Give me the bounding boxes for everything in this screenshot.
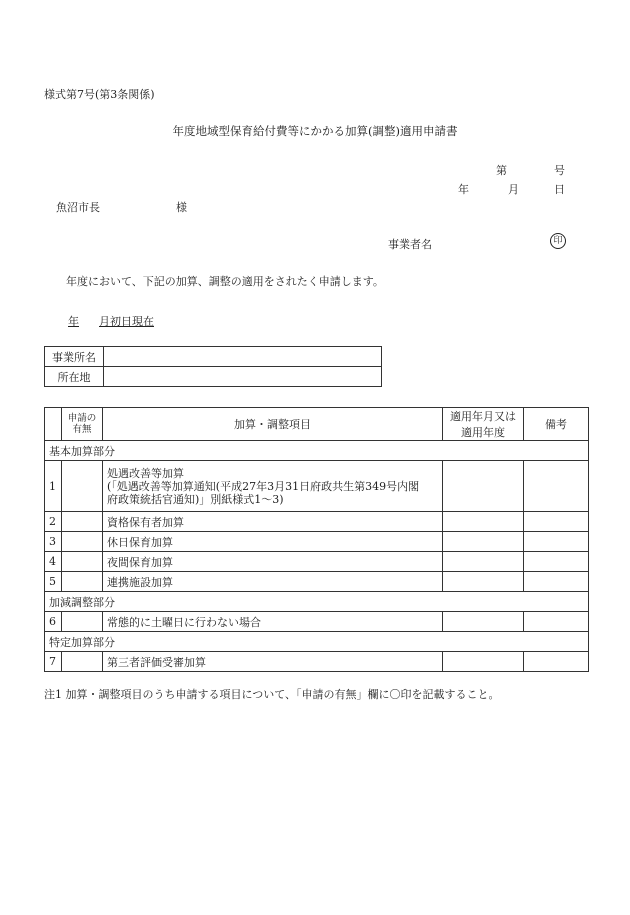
item-label: 夜間保育加算 (103, 552, 443, 572)
seal-mark: 印 (550, 233, 566, 249)
header-notes: 備考 (524, 408, 589, 441)
as-of-rest: 月初日現在 (99, 315, 154, 328)
item-cell (103, 461, 443, 512)
item-label: 資格保有者加算 (103, 512, 443, 532)
header-no (45, 408, 62, 441)
row-no: 7 (45, 652, 62, 672)
date-cell[interactable] (443, 532, 524, 552)
header-date: 適用年月又は適用年度 (443, 408, 524, 441)
form-number: 様式第7号(第3条関係) (44, 88, 155, 101)
notes-cell[interactable] (524, 552, 589, 572)
as-of-date (44, 313, 154, 329)
notes-cell[interactable] (524, 512, 589, 532)
item-label: 連携施設加算 (103, 572, 443, 592)
item-label: 第三者評価受審加算 (103, 652, 443, 672)
application-cell[interactable] (62, 532, 103, 552)
doc-number-go: 号 (554, 164, 565, 177)
as-of-year: 年 (68, 315, 79, 328)
doc-number-dai: 第 (496, 164, 507, 177)
notes-cell[interactable] (524, 572, 589, 592)
table-row (45, 652, 589, 672)
application-cell[interactable] (62, 572, 103, 592)
item-label: 常態的に土曜日に行わない場合 (103, 612, 443, 632)
item-sub-label: 府政策統括官通知)」別紙様式1〜3) (107, 492, 284, 506)
row-no: 5 (45, 572, 62, 592)
office-name-field[interactable] (104, 347, 382, 367)
items-table (44, 407, 589, 672)
section-specific: 特定加算部分 (45, 632, 589, 652)
row-no: 1 (45, 461, 62, 512)
section-row (45, 632, 589, 652)
addressee-honorific: 様 (176, 201, 187, 214)
date-cell[interactable] (443, 461, 524, 512)
section-row (45, 441, 589, 461)
notes-cell[interactable] (524, 612, 589, 632)
document-title: 年度地域型保育給付費等にかかる加算(調整)適用申請書 (172, 124, 458, 138)
addressee (56, 199, 187, 215)
notes-cell[interactable] (524, 652, 589, 672)
section-basic: 基本加算部分 (45, 441, 589, 461)
table-row (45, 347, 382, 367)
office-address-field[interactable] (104, 367, 382, 387)
office-address-label: 所在地 (45, 367, 104, 387)
application-cell[interactable] (62, 612, 103, 632)
office-info-table (44, 346, 382, 387)
table-row (45, 612, 589, 632)
notes-cell[interactable] (524, 461, 589, 512)
item-label: 処遇改善等加算 (107, 466, 184, 480)
table-row (45, 552, 589, 572)
date-cell[interactable] (443, 572, 524, 592)
notes-cell[interactable] (524, 532, 589, 552)
application-cell[interactable] (62, 652, 103, 672)
application-cell[interactable] (62, 552, 103, 572)
table-header-row (45, 408, 589, 441)
date-year: 年 (458, 183, 469, 196)
header-application: 申請の有無 (62, 408, 103, 441)
date-day: 日 (554, 183, 565, 196)
table-row (45, 572, 589, 592)
table-row (45, 367, 382, 387)
business-operator-label: 事業者名 (388, 238, 432, 251)
item-label: 休日保育加算 (103, 532, 443, 552)
date-month: 月 (508, 183, 519, 196)
section-adjust: 加減調整部分 (45, 592, 589, 612)
application-cell[interactable] (62, 512, 103, 532)
office-name-label: 事業所名 (45, 347, 104, 367)
table-row (45, 512, 589, 532)
date-cell[interactable] (443, 652, 524, 672)
table-row (45, 532, 589, 552)
date-cell[interactable] (443, 612, 524, 632)
table-row (45, 461, 589, 512)
addressee-name: 魚沼市長 (56, 201, 100, 214)
section-row (45, 592, 589, 612)
row-no: 3 (45, 532, 62, 552)
row-no: 2 (45, 512, 62, 532)
footnote: 注1 加算・調整項目のうち申請する項目について、「申請の有無」欄に〇印を記載すること。 (44, 688, 500, 701)
application-cell[interactable] (62, 461, 103, 512)
request-text: 年度において、下記の加算、調整の適用をされたく申請します。 (66, 275, 384, 288)
row-no: 6 (45, 612, 62, 632)
header-item: 加算・調整項目 (103, 408, 443, 441)
row-no: 4 (45, 552, 62, 572)
date-cell[interactable] (443, 512, 524, 532)
item-sub-label: (「処遇改善等加算通知(平成27年3月31日府政共生第349号内閣 (107, 479, 420, 493)
date-cell[interactable] (443, 552, 524, 572)
